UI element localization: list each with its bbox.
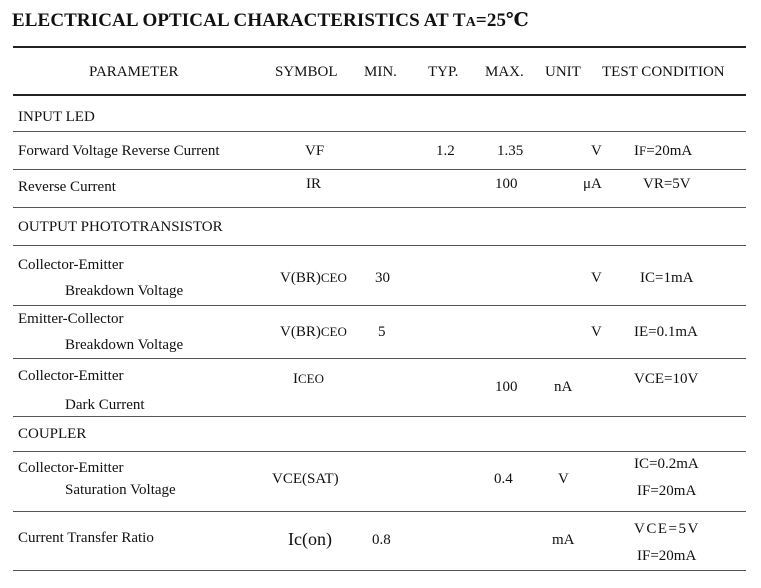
row-divider <box>13 169 746 170</box>
bvceo-parameter-line1: Collector-Emitter <box>18 257 124 273</box>
row-divider <box>13 305 746 306</box>
bvceo-parameter-line2: Breakdown Voltage <box>65 283 184 299</box>
col-header-symbol: SYMBOL <box>275 64 338 80</box>
iceo-max: 100 <box>495 379 518 395</box>
page-title <box>12 9 529 32</box>
iceo-symbol-main: I <box>293 371 298 387</box>
bveco-symbol <box>280 324 347 341</box>
bvceo-unit: V <box>591 270 602 286</box>
vcesat-max: 0.4 <box>494 471 513 487</box>
col-header-min: MIN. <box>364 64 397 80</box>
row-divider <box>13 131 746 132</box>
ir-parameter: Reverse Current <box>18 179 116 195</box>
bvceo-condition: IC=1mA <box>640 270 694 286</box>
col-header-typ: TYP. <box>428 64 459 80</box>
bvceo-symbol-main: V(BR) <box>280 270 321 286</box>
vcesat-condition-line1: IC=0.2mA <box>634 456 699 472</box>
row-divider <box>13 245 746 246</box>
bvceo-symbol-sub: CEO <box>320 270 347 285</box>
iceo-parameter-line1: Collector-Emitter <box>18 368 124 384</box>
bveco-symbol-sub: CEO <box>320 324 347 339</box>
section-coupler: COUPLER <box>18 426 87 442</box>
ctr-symbol: Ic(on) <box>288 529 332 549</box>
bveco-parameter-line1: Emitter-Collector <box>18 311 124 327</box>
ctr-condition-line2: IF=20mA <box>637 548 697 564</box>
iceo-unit: nA <box>554 379 573 395</box>
ctr-parameter: Current Transfer Ratio <box>18 530 154 546</box>
ctr-condition-line1: VCE=5V <box>634 521 700 537</box>
row-divider <box>13 416 746 417</box>
title-subscript: A <box>465 15 476 30</box>
iceo-condition: VCE=10V <box>634 371 699 387</box>
row-divider <box>13 511 746 512</box>
bveco-min: 5 <box>378 324 386 340</box>
ctr-min: 0.8 <box>372 532 391 548</box>
vf-unit: V <box>591 143 602 159</box>
header-bottom-rule <box>13 94 746 96</box>
title-tail: =25℃ <box>475 10 529 31</box>
title-main: ELECTRICAL OPTICAL CHARACTERISTICS AT T <box>12 10 466 31</box>
ctr-unit: mA <box>552 532 575 548</box>
iceo-symbol <box>293 371 324 388</box>
vcesat-symbol: VCE(SAT) <box>272 471 339 487</box>
vf-max: 1.35 <box>497 143 524 159</box>
bveco-unit: V <box>591 324 602 340</box>
ir-unit: μA <box>583 176 602 192</box>
table-bottom-rule <box>13 570 746 571</box>
vf-condition-main: I <box>634 143 639 159</box>
vcesat-unit: V <box>558 471 569 487</box>
vcesat-parameter-line1: Collector-Emitter <box>18 460 124 476</box>
bveco-condition: IE=0.1mA <box>634 324 698 340</box>
vf-typ: 1.2 <box>436 143 455 159</box>
col-header-parameter: PARAMETER <box>89 64 179 80</box>
vcesat-condition-line2: IF=20mA <box>637 483 697 499</box>
iceo-symbol-sub: CEO <box>298 371 324 386</box>
vf-symbol: VF <box>305 143 325 159</box>
section-output-phototransistor: OUTPUT PHOTOTRANSISTOR <box>18 219 223 235</box>
ir-symbol: IR <box>306 176 321 192</box>
col-header-unit: UNIT <box>545 64 581 80</box>
vf-condition-sub: F <box>639 143 647 158</box>
vcesat-parameter-line2: Saturation Voltage <box>65 482 176 498</box>
row-divider <box>13 358 746 359</box>
bvceo-symbol <box>280 270 347 287</box>
vf-condition-tail: =20mA <box>646 143 693 159</box>
bveco-symbol-main: V(BR) <box>280 324 321 340</box>
row-divider <box>13 451 746 452</box>
col-header-max: MAX. <box>485 64 524 80</box>
vf-condition <box>634 143 692 160</box>
vf-parameter: Forward Voltage Reverse Current <box>18 143 220 159</box>
ir-condition: VR=5V <box>643 176 691 192</box>
table-top-rule <box>13 46 746 48</box>
section-input-led: INPUT LED <box>18 109 95 125</box>
bveco-parameter-line2: Breakdown Voltage <box>65 337 184 353</box>
bvceo-min: 30 <box>375 270 390 286</box>
iceo-parameter-line2: Dark Current <box>65 397 145 413</box>
col-header-test-condition: TEST CONDITION <box>602 64 725 80</box>
ir-max: 100 <box>495 176 518 192</box>
row-divider <box>13 207 746 208</box>
